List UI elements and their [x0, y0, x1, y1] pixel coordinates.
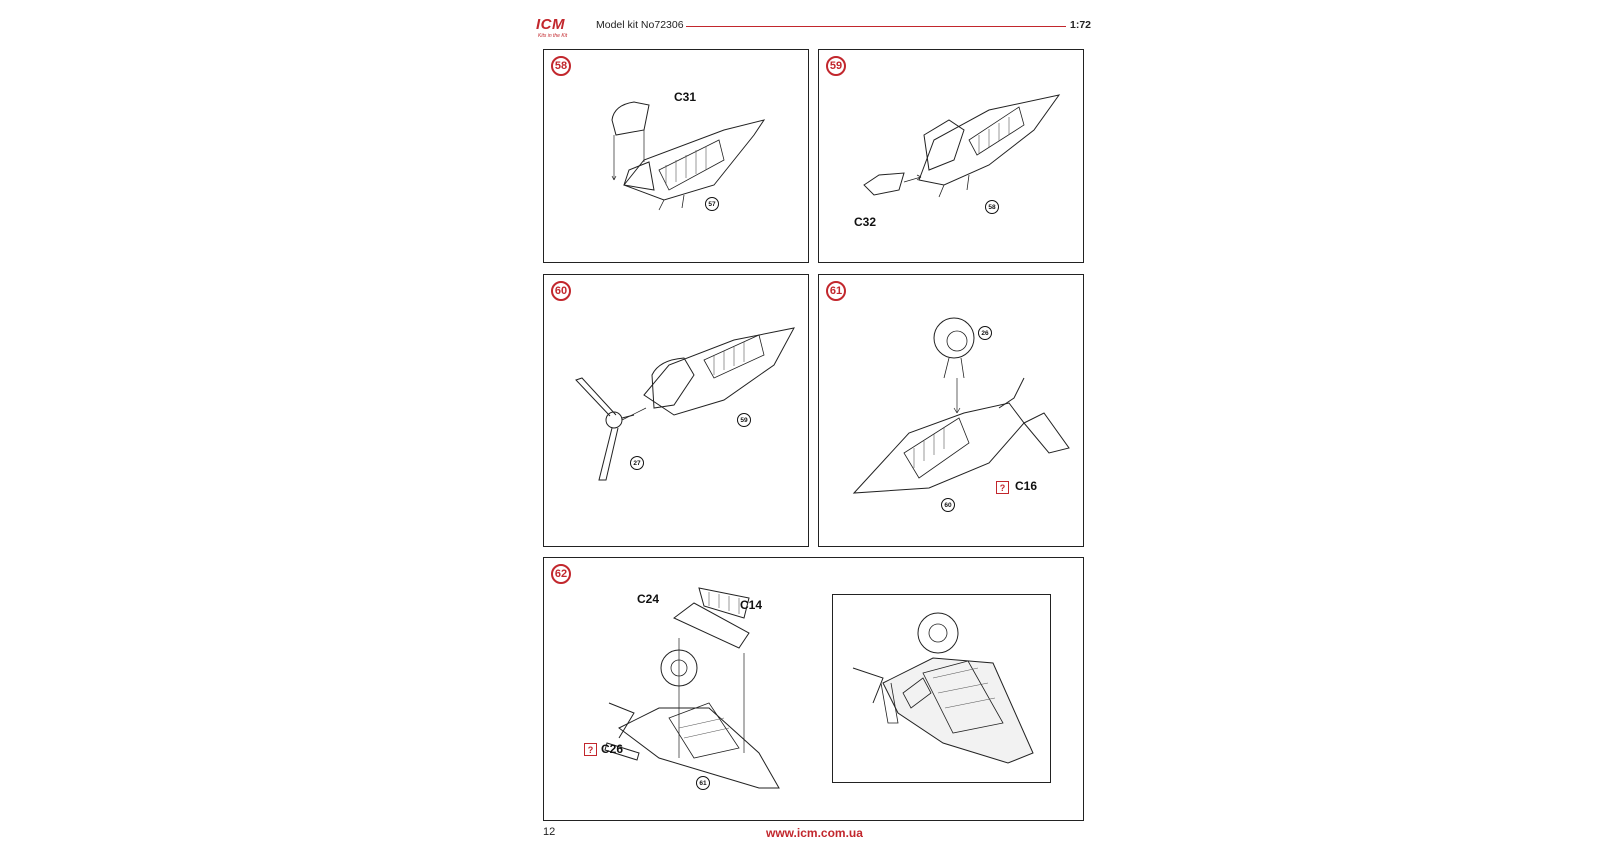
step-number-badge: 58	[551, 56, 571, 76]
icm-logo	[536, 16, 584, 42]
finished-assembly-drawing	[843, 603, 1043, 773]
step-reference: 61	[696, 776, 710, 790]
logo-subtext: Kits in the Kit	[538, 33, 568, 39]
part-label-c24: C24	[637, 592, 660, 606]
model-kit-number: Model kit No72306	[596, 19, 684, 31]
step-59-panel	[818, 49, 1084, 263]
step-58-panel	[543, 49, 809, 263]
step-reference: 57	[705, 197, 719, 211]
part-label-c14: C14	[740, 598, 763, 612]
optional-part-marker: ?	[584, 743, 597, 756]
step-61-panel	[818, 274, 1084, 547]
logo-text: ICM	[536, 16, 565, 33]
website-link[interactable]: www.icm.com.ua	[766, 826, 863, 840]
step-62-panel	[543, 557, 1084, 821]
part-label-c26: C26	[601, 742, 624, 756]
page-number: 12	[543, 826, 556, 838]
step-60-panel	[543, 274, 809, 547]
step-number-badge: 60	[551, 281, 571, 301]
step-number-badge: 61	[826, 281, 846, 301]
part-label-c32: C32	[854, 215, 877, 229]
step-number-badge: 59	[826, 56, 846, 76]
fuselage-propeller-drawing	[574, 320, 799, 490]
fuselage-radiator-drawing	[849, 303, 1074, 503]
header-divider	[686, 26, 1066, 27]
step-reference: 27	[630, 456, 644, 470]
fuselage-drawing	[604, 90, 774, 220]
step-reference: 58	[985, 200, 999, 214]
part-label-c16: C16	[1015, 479, 1038, 493]
scale-label: 1:72	[1070, 19, 1092, 31]
step-number-badge: 62	[551, 564, 571, 584]
finished-assembly-inset	[832, 594, 1051, 783]
step-reference: 59	[737, 413, 751, 427]
assembly-drawing	[599, 578, 799, 808]
step-reference: 26	[978, 326, 992, 340]
optional-part-marker: ?	[996, 481, 1009, 494]
part-label-c31: C31	[674, 90, 697, 104]
fuselage-drawing	[859, 85, 1069, 215]
step-reference: 60	[941, 498, 955, 512]
